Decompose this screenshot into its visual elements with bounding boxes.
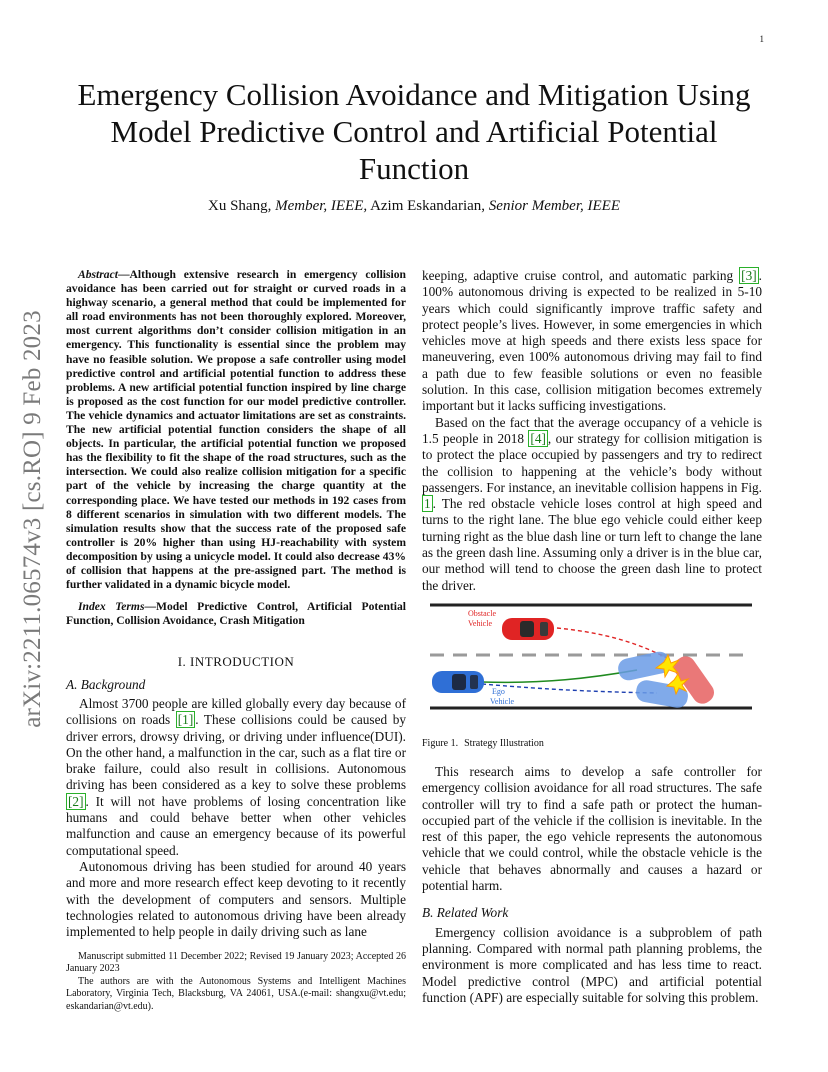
blue-path-line: [482, 684, 657, 693]
text-span: . These collisions could be caused by driver errors, drowsy driving, or driving under influence(DUI). On the other hand, a malfunction in the car, such as a flat tire or brake failure, could also result in collisions. Autonomous driving has been considered as a key to solve these problems: [66, 712, 406, 793]
author-line: [60, 198, 768, 215]
section-heading-introduction: I. INTRODUCTION: [177, 654, 295, 670]
index-terms-label: Index Terms: [78, 600, 145, 614]
index-terms-text: —Model Predictive Control, Artificial Potential Function, Collision Avoidance, Crash Mitigation: [66, 600, 406, 628]
text-span: , our strategy for collision mitigation is to protect the place occupied by passengers and try to redirect the collision to happening at the vehicle’s body without passengers. For instance, an inevitable collision happens in Fig.: [422, 430, 762, 495]
text-span: Almost 3700 people are killed globally every day because of collisions on roads: [66, 695, 406, 728]
text-span: . It will not have problems of losing concentration like humans and could behave better when other vehicles malfunction and cause an emergency because of its powerful computational speed.: [66, 793, 406, 858]
right-paragraph-3: This research aims to develop a safe controller for emergency collision avoidance for all road structures. The safe controller will try to find a safe path or protect the human-occupied part of the vehicle if the collision is inevitable. In the rest of this paper, the ego vehicle represents the autonomous vehicle that we could control, while the obstacle vehicle is the vehicle that behaves abnormally and causes a hazard or potential harm.: [422, 764, 762, 894]
text-span: . 100% autonomous driving is expected to be realized in 5-10 years which could significantly improve traffic safety and protect people’s lives. However, in some emergencies in which vehicles move at high speeds and there exists less space for maneuvering, even 100% autonomous driving may fail to find a path due to few feasible solutions or even no feasible solution. In this case, collision mitigation becomes extremely important but it lacks sufficing investigations.: [422, 268, 762, 414]
right-paragraph-1: [422, 268, 762, 415]
figure-caption: [422, 738, 762, 749]
figure-link[interactable]: 1: [424, 496, 431, 512]
footnote-manuscript: Manuscript submitted 11 December 2022; Revised 19 January 2023; Accepted 26 January 2023: [66, 951, 406, 975]
abstract: [66, 268, 406, 592]
citation-link[interactable]: [2]: [68, 793, 84, 809]
right-paragraph-2: [422, 415, 762, 594]
abstract-label: Abstract: [78, 268, 118, 281]
road-diagram: [422, 600, 762, 720]
footnotes: [66, 951, 406, 1013]
subsection-heading-background: A. Background: [66, 676, 146, 692]
green-path-line: [482, 670, 637, 682]
intro-paragraph-2: Autonomous driving has been studied for around 40 years and more and more research effect keep devoting to it recently with the development of computers and sensors. Multiple technologies related to autonomous driving have been already implemented to help people in daily driving such as lane: [66, 858, 406, 940]
author-2-role: Senior Member, IEEE: [488, 198, 620, 214]
left-column: [66, 268, 406, 940]
ego-label-1: Ego: [492, 687, 505, 696]
subsection-heading-related-work: B. Related Work: [422, 905, 509, 921]
right-paragraph-4: Emergency collision avoidance is a subproblem of path planning. Compared with normal path planning problems, the environment is more complicated and has less time to react. Model predictive control (MPC) and artificial potential function (APF) are especially suitable for solving this problem.: [422, 924, 762, 1005]
page-number: 1: [759, 34, 764, 44]
obstacle-label-1: Obstacle: [468, 609, 496, 618]
citation-link[interactable]: [3]: [741, 268, 757, 283]
text-span: . The red obstacle vehicle loses control at high speed and turns to the right lane. The blue ego vehicle could either keep turning right as the blue dash line or turn left to change the lane as the green dash line. Assuming only a driver is in the blue car, our method will tend to choose the green dash line to protect the driver.: [422, 496, 762, 593]
footnote-affiliation: The authors are with the Autonomous Systems and Intelligent Machines Laboratory, Virginia Tech, Blacksburg, VA 24061, USA.(e-mail: shangxu@vt.edu; eskandarian@vt.edu).: [66, 975, 406, 1012]
right-column-bottom: [422, 764, 762, 1006]
right-column-top: [422, 268, 762, 594]
author-1-name: Xu Shang,: [207, 198, 276, 214]
intro-paragraph-1: [66, 696, 406, 859]
text-span: keeping, adaptive cruise control, and automatic parking: [422, 268, 740, 283]
citation-link[interactable]: [4]: [530, 430, 546, 446]
index-terms: [66, 600, 406, 628]
text-span: Based on the fact that the average occupancy of a vehicle is 1.5 people in 2018: [422, 414, 762, 446]
author-1-role: Member, IEEE,: [275, 198, 368, 214]
arxiv-stamp: arXiv:2211.06574v3 [cs.RO] 9 Feb 2023: [19, 310, 46, 728]
ego-label-2: Vehicle: [490, 697, 514, 706]
figure-caption-text: Strategy Illustration: [464, 738, 544, 749]
author-2-name: Azim Eskandarian,: [367, 198, 489, 214]
citation-link[interactable]: [1]: [177, 712, 194, 728]
figure-caption-label: Figure 1.: [422, 738, 459, 749]
paper-title: Emergency Collision Avoidance and Mitigation Using Model Predictive Control and Artificial Potential Function: [77, 77, 751, 186]
obstacle-label-2: Vehicle: [468, 619, 492, 628]
obstacle-car-icon: [502, 618, 554, 640]
ego-car-icon: [432, 671, 484, 693]
figure-strategy-illustration: [422, 600, 762, 720]
abstract-text: —Although extensive research in emergency collision avoidance has been carried out for straight or curved roads in a highway scenario, a general method that could be implemented for all road environments has not been thoroughly explored. Moreover, most current algorithms don’t consider collision mitigation in an emergency. This functionality is essential since the problem may have no feasible solution. We propose a safe controller using model predictive control and artificial potential function to address these problems. A new artificial potential function inspired by line charge is proposed as the cost function for our model predictive controller. The vehicle dynamics and actuator limitations are set as constraints. The new artificial potential function considers the shape of all objects. In particular, the artificial potential function we proposed has the flexibility to fit the shape of the road structures, such as the intersection. We could also realize collision mitigation for a specific part of the vehicle by increasing the charge quantity at the corresponding place. We have tested our methods in 192 cases from 8 different scenarios in simulation with two different models. The simulation results show that the success rate of the proposed safe controller is 20% higher than using HJ-reachability with system decomposition by using a unicycle model. It could also decrease 43% of collision that happens at the pre-assigned part. The method is further validated in a dynamic bicycle model.: [66, 268, 406, 592]
